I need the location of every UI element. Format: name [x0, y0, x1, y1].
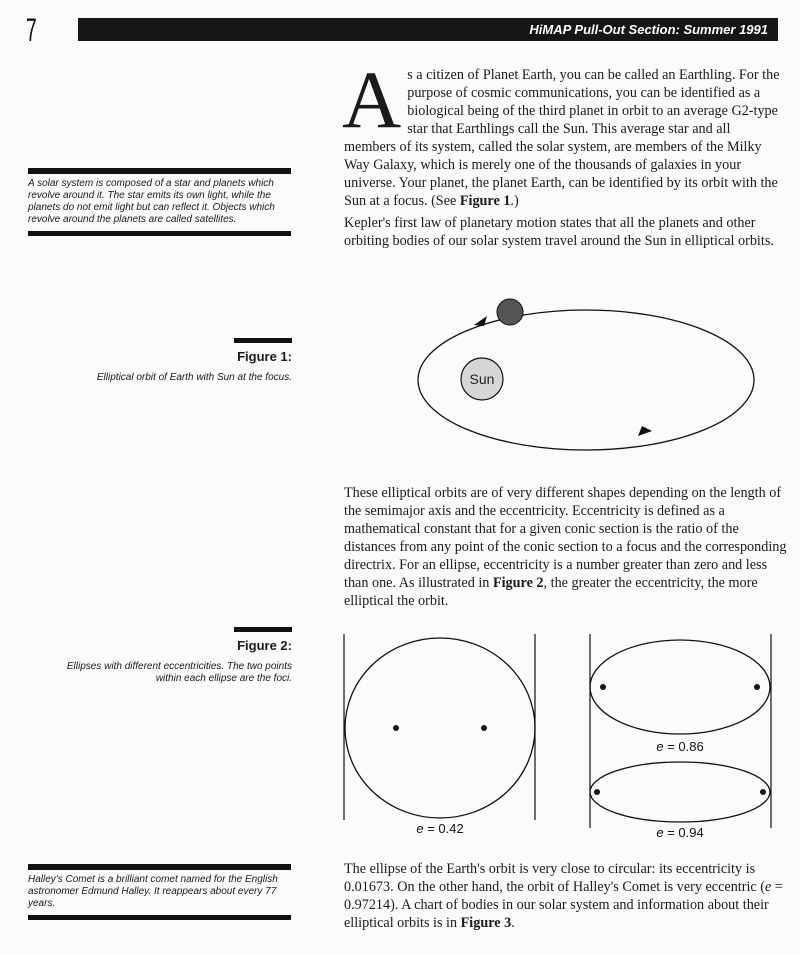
ellipse-label-e086: e = 0.86: [656, 739, 704, 754]
figure2-title: Figure 2:: [237, 638, 292, 653]
sidebar-text: Halley's Comet is a brilliant comet named for the English astronomer Edmund Halley. It reappears about every 77 years.: [28, 874, 278, 909]
section-title: HiMAP Pull-Out Section: Summer 1991: [529, 22, 768, 37]
figure2-description: Ellipses with different eccentricities. The two points within each ellipse are the foci.: [66, 661, 292, 684]
sidebar-text: A solar system is composed of a star and planets which revolve around it. The star emits its own light, while the planets do not emit light but can reflect it. Objects which revolve around the planets are called satellites.: [28, 178, 275, 225]
sidebar-rule: [28, 168, 291, 174]
eccentricity-text: [344, 485, 786, 609]
ellipse-label-e042: e = 0.42: [416, 821, 464, 836]
text-run: The ellipse of the Earth's orbit is very close to circular: its eccentricity is 0.01673. On the other hand, the orbit of Halley's Comet is very eccentric (: [344, 861, 765, 895]
figure-reference: Figure 3: [460, 915, 512, 931]
figure1-orbit-diagram: [410, 292, 760, 467]
focus-point: [481, 725, 487, 731]
sun-label: Sun: [469, 371, 495, 387]
sidebar-rule: [28, 915, 291, 920]
focus-point: [594, 789, 600, 795]
figure2-caption: [52, 627, 292, 685]
text-run: = 0.97214). A chart of bodies in our solar system and information about their elliptical orbits is in: [344, 879, 783, 931]
orbit-arrow-bottom: [638, 426, 652, 436]
eccentricity-paragraph: [344, 484, 789, 610]
drop-cap: A: [342, 54, 402, 145]
text-run: s a citizen of Planet Earth, you can be called an Earthling. For the purpose of cosmic communications, you can be identified as a biological being of the third planet in orbit to an average G2-type star that Earthlings call the Sun. This average star and all members of its system, called the solar system, are members of the Milky Way Galaxy, which is merely one of the thousands of galaxies in your universe. Your planet, the planet Earth, can be identified by its orbit with the Sun at a focus. (See: [344, 67, 780, 209]
ellipse-e094: [590, 762, 770, 822]
focus-point: [754, 684, 760, 690]
ellipse-label-e094: e = 0.94: [656, 825, 704, 840]
caption-rule: [234, 627, 292, 632]
intro-paragraph: [342, 54, 784, 210]
ellipse-e042: [345, 638, 535, 818]
ellipse-e086: [590, 640, 770, 734]
text-run: .): [510, 193, 519, 209]
text-run: , the greater the eccentricity, the more elliptical the orbit.: [344, 575, 758, 609]
page-number: 7: [26, 12, 37, 48]
focus-point: [760, 789, 766, 795]
figure1-caption: [52, 338, 292, 384]
focus-point: [600, 684, 606, 690]
figure2-eccentricity-diagram: [330, 632, 790, 842]
focus-point: [393, 725, 399, 731]
sidebar-rule: [28, 231, 291, 236]
halley-text: [344, 861, 783, 931]
kepler-paragraph: Kepler's first law of planetary motion states that all the planets and other orbiting bodies of our solar system travel around the Sun in elliptical orbits.: [344, 215, 774, 249]
text-run: e: [764, 879, 772, 895]
section-header-bar: [78, 18, 778, 41]
sidebar-rule: [28, 864, 291, 870]
text-run: .: [511, 915, 515, 931]
halley-paragraph: [344, 860, 784, 932]
figure1-title: Figure 1:: [237, 349, 292, 364]
sidebar-halley: [28, 864, 291, 920]
figure-reference: Figure 1: [459, 193, 511, 209]
caption-rule: [234, 338, 292, 343]
intro-text: [342, 54, 780, 209]
sidebar-solar-system: [28, 168, 291, 236]
figure-reference: Figure 2: [492, 575, 544, 591]
earth-planet: [497, 299, 523, 325]
figure1-description: Elliptical orbit of Earth with Sun at the focus.: [96, 372, 292, 383]
text-run: These elliptical orbits are of very different shapes depending on the length of the semimajor axis and the eccentricity. Eccentricity is defined as a mathematical constant that for a given conic section is the ratio of the distances from any point of the conic section to a focus and the corresponding directrix. For an ellipse, eccentricity is a number greater than zero and less than one. As illustrated in: [344, 485, 787, 591]
